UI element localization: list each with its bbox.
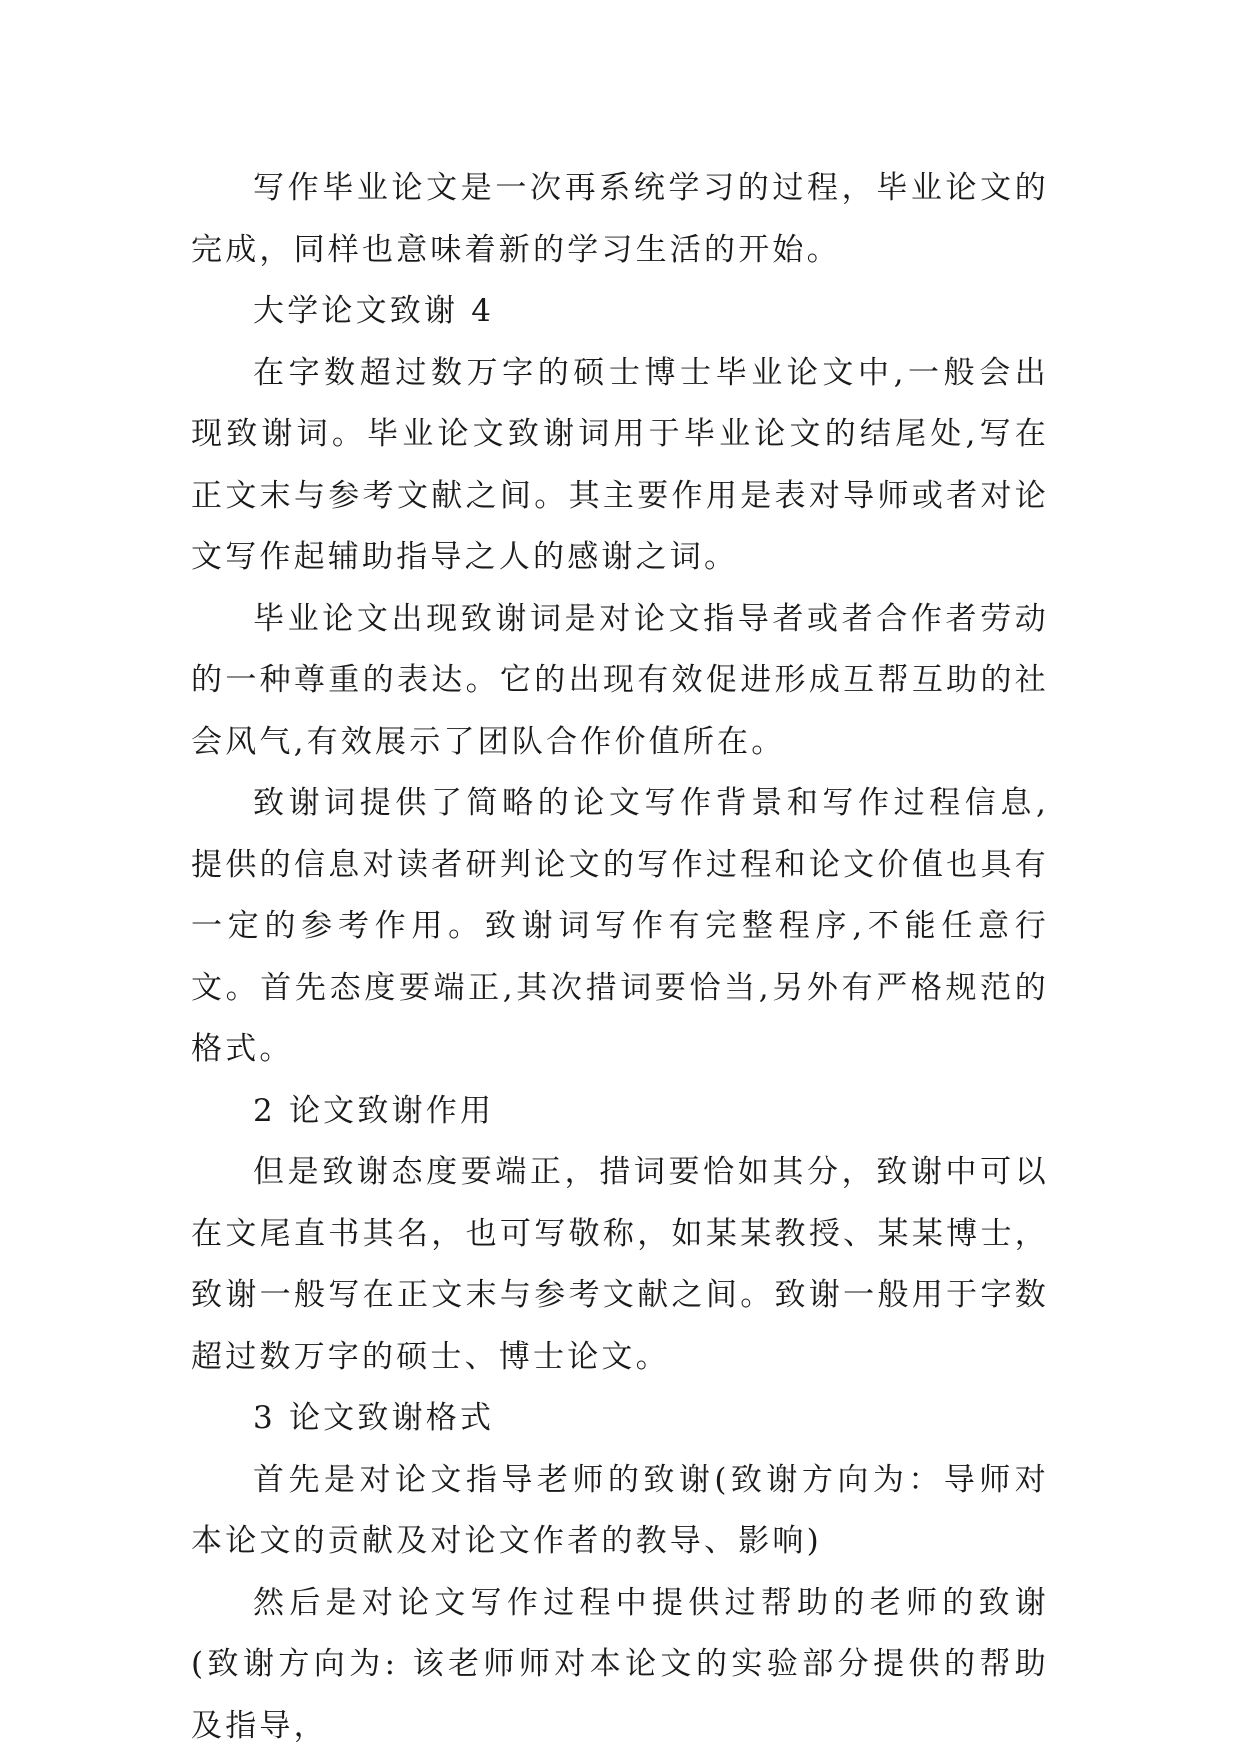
document-body <box>191 158 1049 1757</box>
paragraph-3: 毕业论文出现致谢词是对论文指导者或者合作者劳动的一种尊重的表达。它的出现有效促进形成互帮互助的社会风气,有效展示了团队合作价值所在。 <box>191 589 1049 774</box>
paragraph-7: 然后是对论文写作过程中提供过帮助的老师的致谢(致谢方向为: 该老师师对本论文的实验部分提供的帮助及指导， <box>191 1573 1049 1757</box>
paragraph-5: 但是致谢态度要端正，措词要恰如其分，致谢中可以在文尾直书其名，也可写敬称，如某某教授、某某博士，致谢一般写在正文末与参考文献之间。致谢一般用于字数超过数万字的硕士、博士论文。 <box>191 1142 1049 1388</box>
section-heading-acknowledgement-4: 大学论文致谢 4 <box>191 281 1049 343</box>
paragraph-2: 在字数超过数万字的硕士博士毕业论文中,一般会出现致谢词。毕业论文致谢词用于毕业论文的结尾处,写在正文末与参考文献之间。其主要作用是表对导师或者对论文写作起辅助指导之人的感谢之词。 <box>191 343 1049 589</box>
section-heading-purpose: 2 论文致谢作用 <box>191 1081 1049 1143</box>
paragraph-1: 写作毕业论文是一次再系统学习的过程，毕业论文的完成，同样也意味着新的学习生活的开始。 <box>191 158 1049 281</box>
paragraph-4: 致谢词提供了简略的论文写作背景和写作过程信息,提供的信息对读者研判论文的写作过程和论文价值也具有一定的参考作用。致谢词写作有完整程序,不能任意行文。首先态度要端正,其次措词要恰当,另外有严格规范的格式。 <box>191 773 1049 1081</box>
section-heading-format: 3 论文致谢格式 <box>191 1388 1049 1450</box>
paragraph-6: 首先是对论文指导老师的致谢(致谢方向为：导师对本论文的贡献及对论文作者的教导、影响) <box>191 1450 1049 1573</box>
